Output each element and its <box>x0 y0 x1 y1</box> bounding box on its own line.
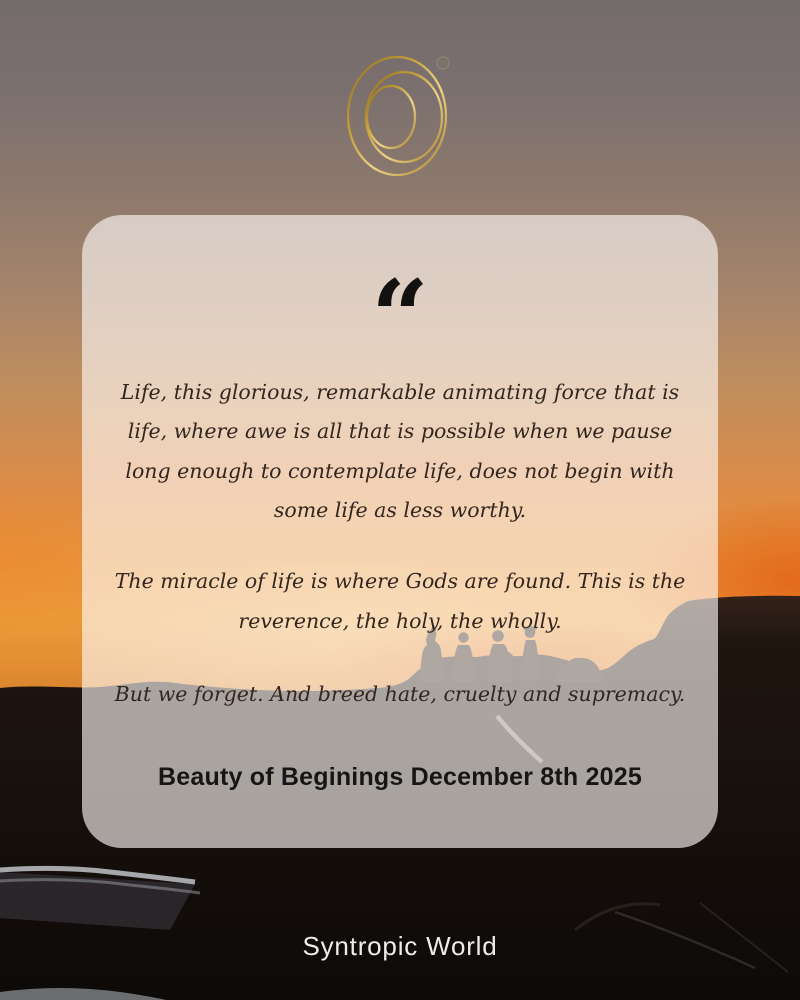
tm-mark: TM <box>439 61 447 68</box>
quote-card <box>82 215 718 848</box>
quote-paragraph: The miracle of life is where Gods are found. This is the reverence, the holy, the wholly. <box>114 569 686 633</box>
quote-paragraph: Life, this glorious, remarkable animating force that is life, where awe is all that is possible when we pause long enough to contemplate life, does not begin with some life as less worthy. <box>120 380 680 523</box>
quote-mark-icon: “ <box>371 258 429 376</box>
logo-ring-inner <box>367 86 415 148</box>
quote-paragraph: But we forget. And breed hate, cruelty and supremacy. <box>114 682 686 707</box>
syntropic-logo-icon <box>347 53 453 181</box>
tm-badge <box>437 57 449 69</box>
quote-caption: Beauty of Beginings December 8th 2025 <box>158 762 642 791</box>
brand-footer: Syntropic World <box>302 931 498 961</box>
logo-ring-outer <box>348 57 446 175</box>
logo-ring-middle <box>366 72 442 162</box>
